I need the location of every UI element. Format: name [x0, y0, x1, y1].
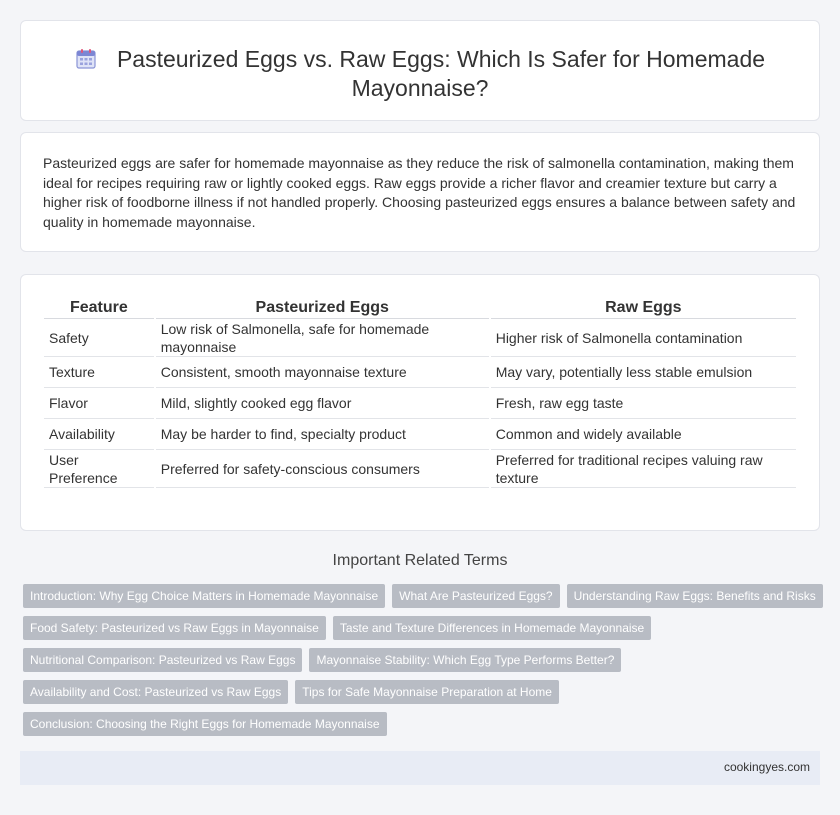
calendar-icon: [75, 48, 97, 70]
table-cell: Flavor: [44, 388, 154, 419]
comparison-card: [20, 274, 820, 531]
table-cell: Mild, slightly cooked egg flavor: [156, 388, 489, 419]
table-row: [44, 388, 796, 419]
intro-paragraph: Pasteurized eggs are safer for homemade mayonnaise as they reduce the risk of salmonella contamination, making them ideal for recipes requiring raw or lightly cooked eggs. Raw eggs provide a richer flavor and creamier texture but carry a higher risk of foodborne illness if not handled properly. Choosing pasteurized eggs ensures a balance between safety and quality in homemade mayonnaise.: [43, 155, 796, 230]
table-cell: May vary, potentially less stable emulsion: [491, 357, 796, 388]
table-cell: Higher risk of Salmonella contamination: [491, 319, 796, 357]
related-tag[interactable]: Taste and Texture Differences in Homemade Mayonnaise: [333, 616, 651, 640]
table-cell: Common and widely available: [491, 419, 796, 450]
table-cell: Consistent, smooth mayonnaise texture: [156, 357, 489, 388]
related-tag[interactable]: Understanding Raw Eggs: Benefits and Risks: [567, 584, 823, 608]
related-tag[interactable]: Nutritional Comparison: Pasteurized vs Raw Eggs: [23, 648, 302, 672]
related-tag[interactable]: Food Safety: Pasteurized vs Raw Eggs in Mayonnaise: [23, 616, 326, 640]
table-row: [44, 357, 796, 388]
related-tag[interactable]: Mayonnaise Stability: Which Egg Type Performs Better?: [309, 648, 621, 672]
comparison-table: [42, 295, 798, 488]
table-header-row: [44, 295, 796, 319]
related-tag[interactable]: Conclusion: Choosing the Right Eggs for Homemade Mayonnaise: [23, 712, 387, 736]
table-cell: Safety: [44, 319, 154, 357]
header-raw: Raw Eggs: [491, 295, 796, 319]
related-terms-list: [23, 584, 823, 744]
footer-site-link[interactable]: cookingyes.com: [723, 760, 810, 774]
header-pasteurized: Pasteurized Eggs: [156, 295, 489, 319]
table-cell: User Preference: [44, 450, 154, 488]
footer: [20, 751, 820, 785]
table-cell: Availability: [44, 419, 154, 450]
page-title-container: [21, 45, 819, 103]
related-tag[interactable]: Tips for Safe Mayonnaise Preparation at Home: [295, 680, 559, 704]
table-cell: Preferred for traditional recipes valuing raw texture: [491, 450, 796, 488]
page-title: Pasteurized Eggs vs. Raw Eggs: Which Is Safer for Homemade Mayonnaise?: [116, 46, 766, 101]
table-row: [44, 419, 796, 450]
table-cell: May be harder to find, specialty product: [156, 419, 489, 450]
table-row: [44, 319, 796, 357]
table-cell: Fresh, raw egg taste: [491, 388, 796, 419]
related-tag[interactable]: What Are Pasteurized Eggs?: [392, 584, 559, 608]
table-cell: Low risk of Salmonella, safe for homemade mayonnaise: [156, 319, 489, 357]
table-cell: Preferred for safety-conscious consumers: [156, 450, 489, 488]
related-tag[interactable]: Availability and Cost: Pasteurized vs Raw Eggs: [23, 680, 288, 704]
related-tag[interactable]: Introduction: Why Egg Choice Matters in Homemade Mayonnaise: [23, 584, 385, 608]
header-feature: Feature: [44, 295, 154, 319]
intro-card: [20, 132, 820, 252]
title-card: [20, 20, 820, 121]
table-row: [44, 450, 796, 488]
table-cell: Texture: [44, 357, 154, 388]
related-terms-title: Important Related Terms: [332, 552, 508, 569]
